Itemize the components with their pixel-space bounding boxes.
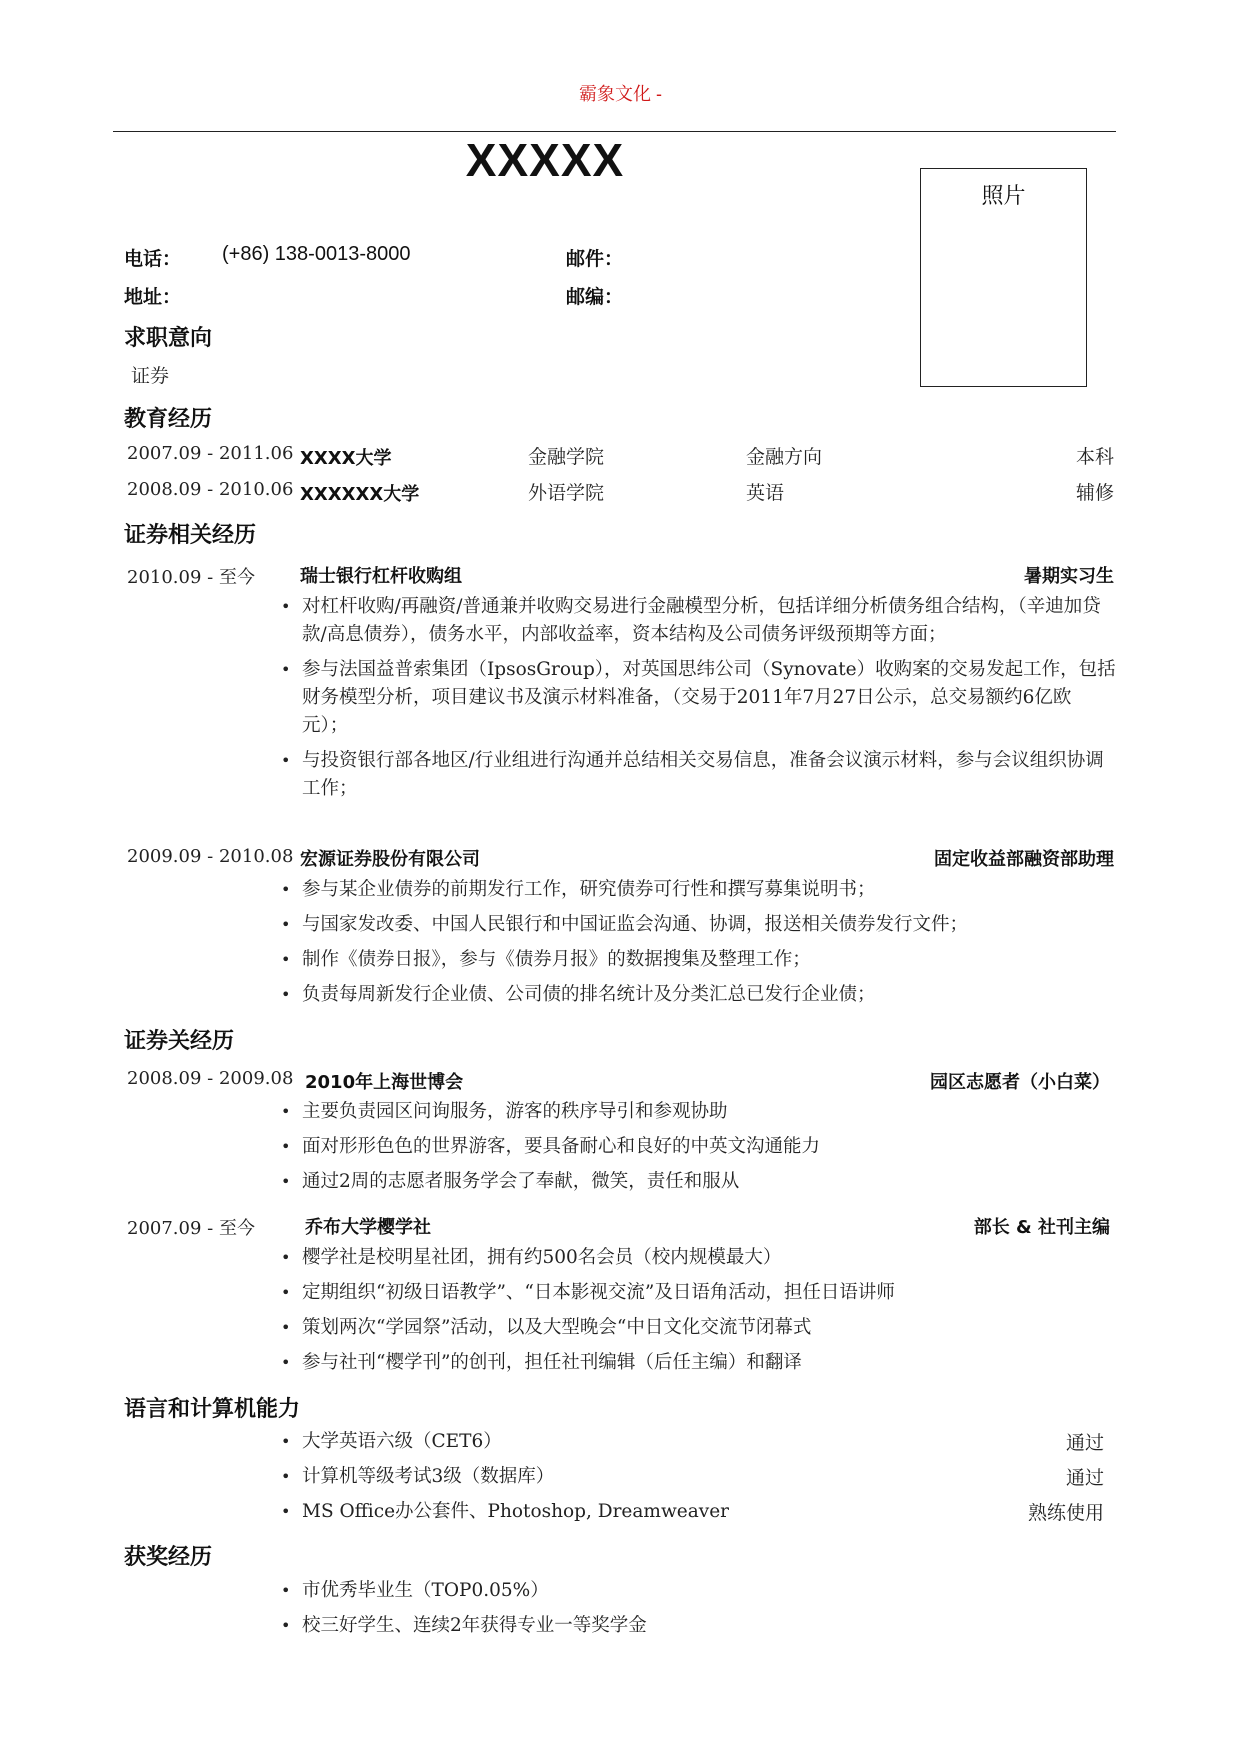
edu-major: 英语	[746, 482, 785, 504]
list-item: • MS Office办公套件、Photoshop, Dreamweaver	[281, 1498, 881, 1526]
list-item: • 樱学社是校明星社团，拥有约500名会员（校内规模最大）	[281, 1244, 1117, 1272]
job-date: 2009.09 - 2010.08	[127, 846, 294, 867]
job-org: 宏源证券股份有限公司	[300, 849, 480, 870]
edu-college: 金融学院	[528, 446, 605, 468]
job-role: 园区志愿者（小白菜）	[930, 1072, 1110, 1093]
list-item: • 与国家发改委、中国人民银行和中国证监会沟通、协调，报送相关债券发行文件；	[281, 911, 1117, 939]
list-item: • 策划两次“学园祭”活动，以及大型晚会“中日文化交流节闭幕式	[281, 1314, 1117, 1342]
phone-label: 电话：	[124, 248, 182, 270]
list-item: • 校三好学生、连续2年获得专业一等奖学金	[281, 1612, 981, 1640]
job-org: 乔布大学樱学社	[305, 1217, 431, 1238]
edu-degree: 本科	[1075, 446, 1114, 468]
list-item: • 对杠杆收购/再融资/普通兼并收购交易进行金融模型分析，包括详细分析债务组合结构，（辛迪加贷款/高息债券），债务水平，内部收益率，资本结构及公司债务评级预期等方面；	[281, 593, 1117, 649]
header-rule	[113, 131, 1116, 132]
edu-college: 外语学院	[528, 482, 605, 504]
list-item: • 市优秀毕业生（TOP0.05%）	[281, 1577, 981, 1605]
objective-value: 证券	[131, 365, 170, 387]
job-date: 2008.09 - 2009.08	[127, 1068, 294, 1089]
skills-title: 语言和计算机能力	[124, 1397, 301, 1422]
edu-school: XXXX大学	[300, 448, 392, 469]
other-title: 证券关经历	[124, 1029, 235, 1054]
list-item: • 大学英语六级（CET6）	[281, 1428, 881, 1456]
photo-placeholder	[920, 168, 1087, 387]
list-item: • 与投资银行部各地区/行业组进行沟通并总结相关交易信息，准备会议演示材料，参与会议组织协调工作；	[281, 747, 1117, 803]
address-label: 地址：	[124, 286, 182, 308]
skill-level: 通过	[1065, 1432, 1104, 1454]
list-item: • 通过2周的志愿者服务学会了奉献，微笑，责任和服从	[281, 1168, 1117, 1196]
header-brand: 霸象文化 -	[579, 84, 662, 104]
edu-date: 2008.09 - 2010.06	[127, 479, 294, 500]
objective-title: 求职意向	[124, 326, 213, 351]
edu-date: 2007.09 - 2011.06	[127, 443, 294, 464]
list-item: • 参与社刊“樱学刊”的创刊，担任社刊编辑（后任主编）和翻译	[281, 1349, 1117, 1377]
skill-level: 通过	[1065, 1467, 1104, 1489]
job-bullets	[281, 1244, 1117, 1384]
job-bullets	[281, 593, 1117, 810]
phone-value: (+86) 138-0013-8000	[222, 243, 411, 265]
awards-list	[281, 1577, 981, 1647]
job-org: 2010年上海世博会	[305, 1072, 464, 1093]
list-item: • 参与法国益普索集团（IpsosGroup），对英国思纬公司（Synovate）收购案的交易发起工作，包括财务模型分析，项目建议书及演示材料准备，（交易于2011年7月27日公示，总交易额约6亿欧元）；	[281, 656, 1117, 740]
job-bullets	[281, 876, 1117, 1016]
skills-list	[281, 1428, 881, 1533]
edu-school: XXXXXX大学	[300, 484, 420, 505]
job-org: 瑞士银行杠杆收购组	[300, 566, 462, 587]
list-item: • 制作《债券日报》，参与《债券月报》的数据搜集及整理工作；	[281, 946, 1117, 974]
zip-label: 邮编：	[566, 286, 624, 308]
list-item: • 负责每周新发行企业债、公司债的排名统计及分类汇总已发行企业债；	[281, 981, 1117, 1009]
resume-name: XXXXX	[465, 134, 625, 186]
awards-title: 获奖经历	[124, 1545, 213, 1570]
job-role: 部长 & 社刊主编	[973, 1217, 1110, 1238]
list-item: • 面对形形色色的世界游客，要具备耐心和良好的中英文沟通能力	[281, 1133, 1117, 1161]
skill-level: 熟练使用	[1027, 1502, 1104, 1524]
job-bullets	[281, 1098, 1117, 1203]
list-item: • 计算机等级考试3级（数据库）	[281, 1463, 881, 1491]
list-item: • 定期组织“初级日语教学”、“日本影视交流”及日语角活动，担任日语讲师	[281, 1279, 1117, 1307]
edu-degree: 辅修	[1075, 482, 1114, 504]
email-label: 邮件：	[566, 248, 624, 270]
edu-major: 金融方向	[746, 446, 823, 468]
job-role: 暑期实习生	[1024, 566, 1114, 587]
education-title: 教育经历	[124, 407, 213, 432]
job-date: 2010.09 - 至今	[127, 567, 255, 588]
photo-label: 照片	[981, 184, 1026, 209]
job-role: 固定收益部融资部助理	[934, 849, 1114, 870]
securities-title: 证券相关经历	[124, 523, 257, 548]
list-item: • 参与某企业债券的前期发行工作，研究债券可行性和撰写募集说明书；	[281, 876, 1117, 904]
list-item: • 主要负责园区问询服务，游客的秩序导引和参观协助	[281, 1098, 1117, 1126]
job-date: 2007.09 - 至今	[127, 1218, 255, 1239]
